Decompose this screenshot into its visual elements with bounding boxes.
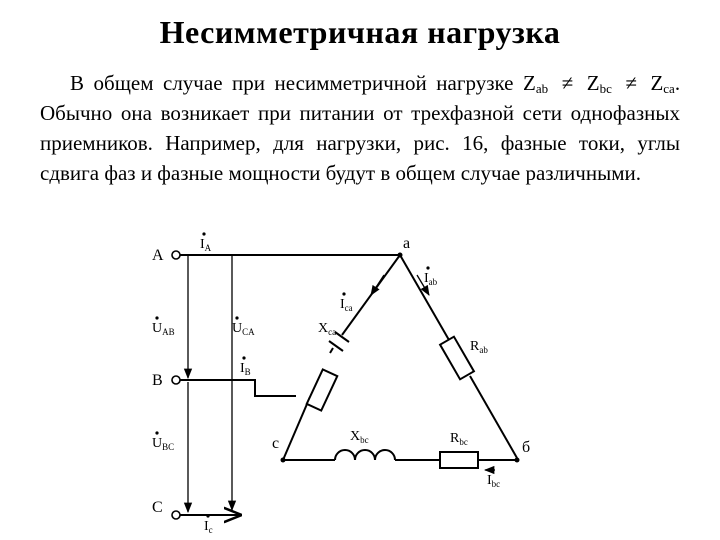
node-a-dot — [398, 253, 403, 258]
element-rbc-label: $R_{bc}$ — [450, 431, 468, 447]
current-ic-label: $I_c$ — [204, 519, 213, 535]
element-rab-label: $R_{ab}$ — [470, 339, 488, 355]
current-iab-label: $I_{ab}$ — [424, 271, 438, 287]
resistor-ca — [307, 369, 338, 410]
voltage-uca-label: $U_{CA}$ — [232, 321, 255, 337]
terminal-c-circle — [172, 511, 180, 519]
terminal-a-label: A — [152, 247, 164, 264]
formula-zca: $Z_{ca}$ — [650, 71, 675, 96]
node-b-dot — [515, 458, 520, 463]
inductor-xbc — [335, 450, 395, 460]
current-ia-label: $I_A$ — [200, 237, 212, 253]
terminal-a-circle — [172, 251, 180, 259]
voltage-uab-label: $U_{AB}$ — [152, 321, 175, 337]
formula-zab: $Z_{ab}$ — [523, 71, 549, 96]
resistor-rab — [440, 337, 474, 380]
node-b-label: б — [522, 439, 531, 456]
resistor-rbc — [440, 452, 478, 468]
formula-zbc: $Z_{bc}$ — [586, 71, 612, 96]
current-ica-arrow — [371, 275, 384, 295]
terminal-b-circle — [172, 376, 180, 384]
not-equal-sign: ≠ — [625, 71, 637, 95]
wire-b — [176, 380, 296, 396]
element-xca-label: $X_{ca}$ — [318, 321, 337, 337]
branch-ca-lower — [283, 397, 310, 460]
terminal-b-label: B — [152, 372, 163, 389]
terminal-c-label: C — [152, 499, 163, 516]
node-c-dot — [281, 458, 286, 463]
node-a-label: a — [403, 235, 411, 252]
paragraph-text-1: В общем случае при несимметричной нагрузке — [70, 71, 514, 95]
current-ib-label: $I_B$ — [240, 361, 251, 377]
page-title: Несимметричная нагрузка — [159, 14, 561, 50]
description-paragraph — [40, 68, 680, 188]
branch-ab-lower — [470, 376, 517, 458]
current-ibc-label: $I_{bc}$ — [487, 473, 501, 489]
element-xbc-label: $X_{bc}$ — [350, 429, 369, 445]
paragraph-text-2: . Обычно она возникает при питании от трехфазной сети однофазных приемников. Например, для нагрузки, рис. 16, фазные токи, углы сдвига фаз и фазные мощности будут в общем случае различными. — [40, 71, 681, 185]
circuit-diagram — [0, 230, 720, 540]
current-ica-label: $I_{ca}$ — [340, 297, 353, 313]
node-c-label: с — [272, 435, 280, 452]
not-equal-sign: ≠ — [561, 71, 574, 95]
voltage-ubc-label: $U_{BC}$ — [152, 436, 175, 452]
branch-ab-upper — [400, 255, 449, 340]
